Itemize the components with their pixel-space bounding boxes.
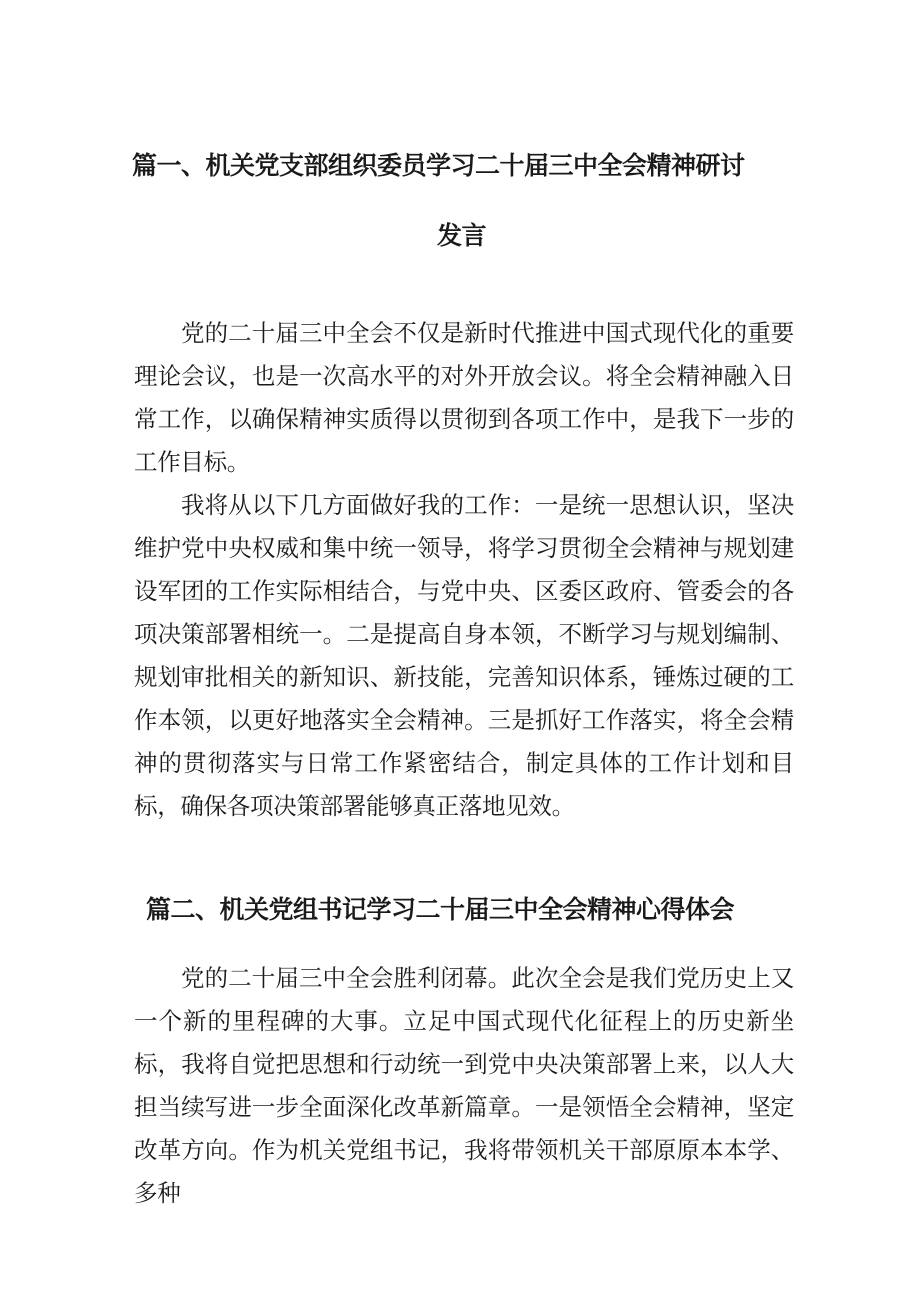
section2-title: 篇二、机关党组书记学习二十届三中全会精神心得体会 bbox=[146, 895, 735, 924]
section1-paragraph-2: 我将从以下几方面做好我的工作：一是统一思想认识，坚决维护党中央权威和集中统一领导，将学习贯彻全会精神与规划建设军团的工作实际相结合，与党中央、区委区政府、管委会的各项决策部署相统一。二是提高自身本领，不断学习与规划编制、规划审批相关的新知识、新技能，完善知识体系，锤炼过硬的工作本领，以更好地落实全会精神。三是抓好工作落实，将全会精神的贯彻落实与日常工作紧密结合，制定具体的工作计划和目标，确保各项决策部署能够真正落地见效。 bbox=[134, 491, 794, 820]
section2-paragraph-1: 党的二十届三中全会胜利闭幕。此次全会是我们党历史上又一个新的里程碑的大事。立足中国式现代化征程上的历史新坐标，我将自觉把思想和行动统一到党中央决策部署上来，以人大担当续写进一步全面深化改革新篇章。一是领悟全会精神，坚定改革方向。作为机关党组书记，我将带领机关干部原原本本学、多种 bbox=[134, 964, 794, 1207]
section1-title-line1: 篇一、机关党支部组织委员学习二十届三中全会精神研讨 bbox=[132, 151, 745, 180]
section1-title-line2: 发言 bbox=[437, 221, 487, 250]
section1-paragraph-1: 党的二十届三中全会不仅是新时代推进中国式现代化的重要理论会议，也是一次高水平的对外开放会议。将全会精神融入日常工作，以确保精神实质得以贯彻到各项工作中，是我下一步的工作目标。 bbox=[134, 319, 794, 476]
